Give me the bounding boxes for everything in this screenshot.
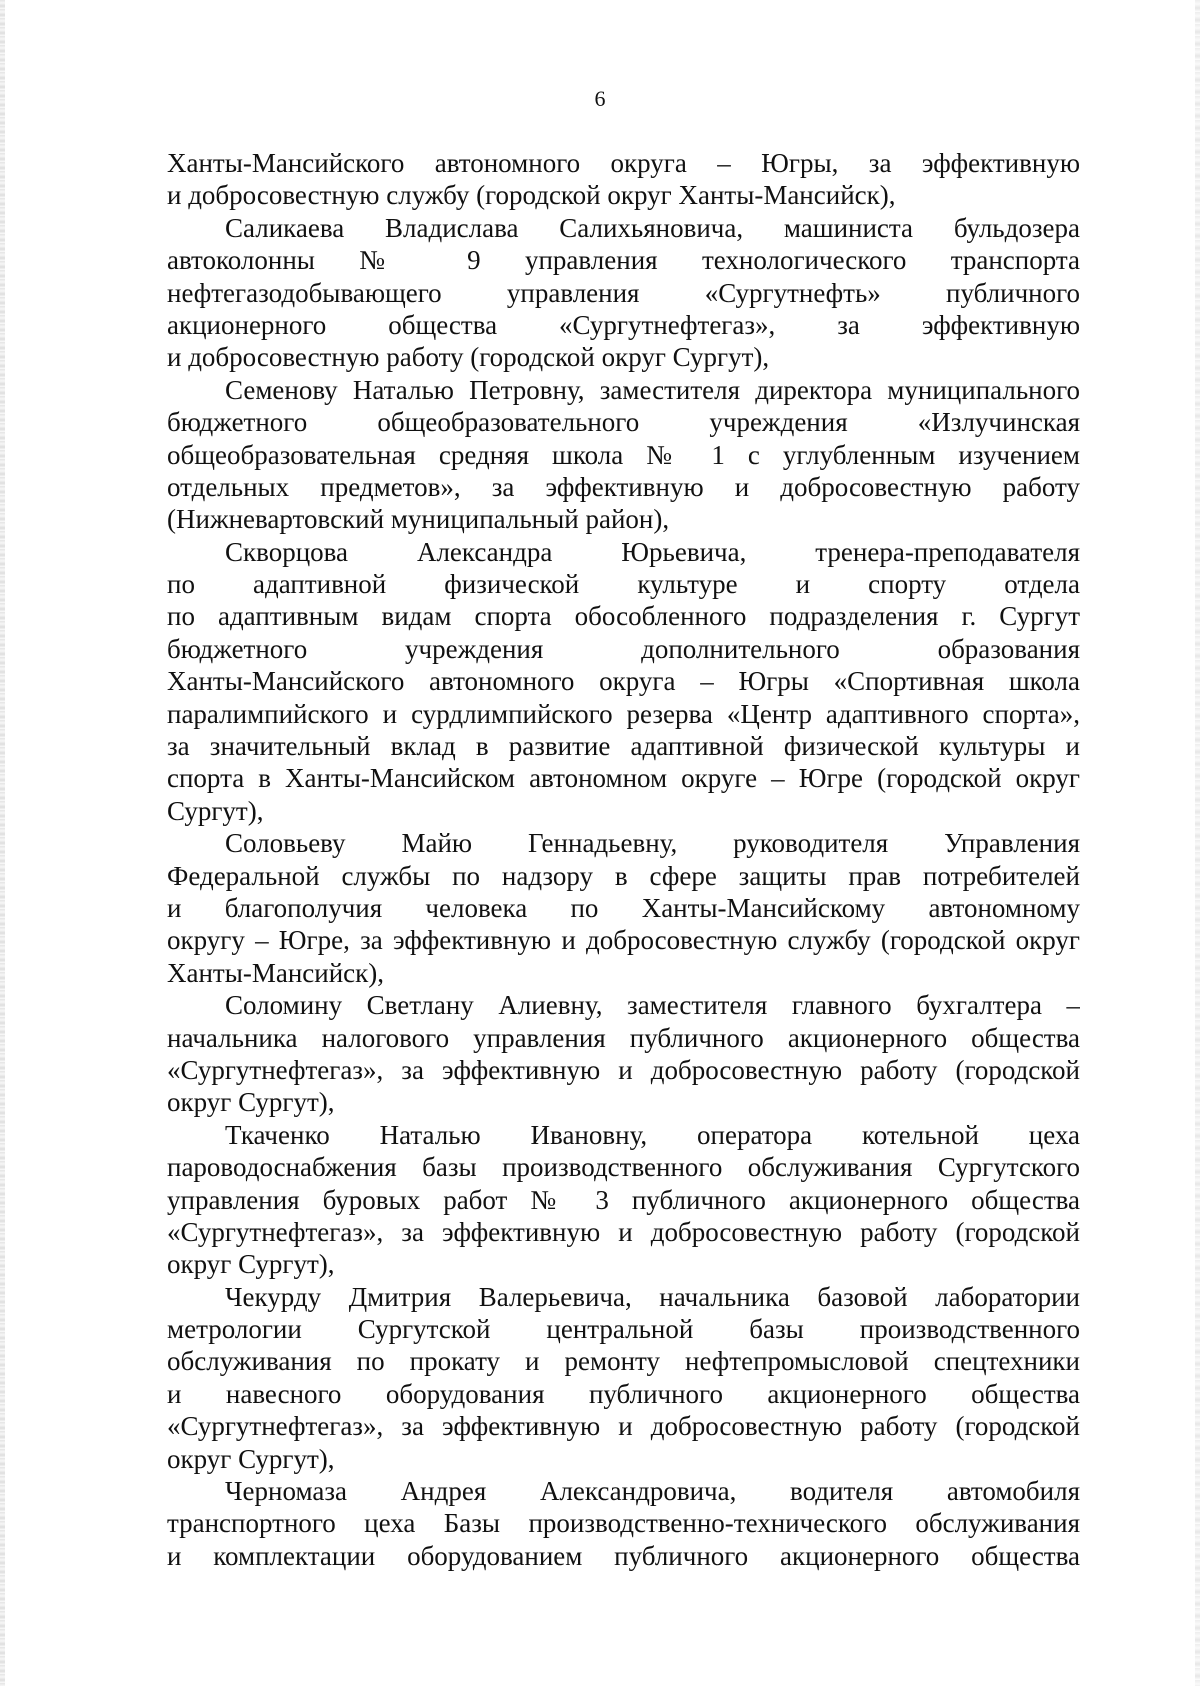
text-line: и комплектации оборудованием публичного акционерного общества — [167, 1540, 1080, 1571]
text-line: бюджетного учреждения дополнительного образования — [167, 633, 1080, 664]
paragraph-first-line: Ткаченко Наталью Ивановну, оператора котельной цеха — [225, 1119, 1080, 1150]
paragraph-first-line: Чекурду Дмитрия Валерьевича, начальника базовой лаборатории — [225, 1281, 1080, 1312]
text-line: транспортного цеха Базы производственно-технического обслуживания — [167, 1508, 1080, 1539]
text-line: округ Сургут), — [167, 1087, 335, 1118]
text-line: Федеральной службы по надзору в сфере защиты прав потребителей — [167, 860, 1080, 891]
text-line: и навесного оборудования публичного акционерного общества — [167, 1378, 1080, 1409]
text-line: округ Сургут), — [167, 1443, 335, 1474]
text-line: «Сургутнефтегаз», за эффективную и добросовестную работу (городской — [167, 1216, 1080, 1247]
paragraph-first-line: Соломину Светлану Алиевну, заместителя главного бухгалтера – — [225, 990, 1080, 1021]
text-line: начальника налогового управления публичного акционерного общества — [167, 1022, 1080, 1053]
text-line: Ханты-Мансийск), — [167, 957, 385, 988]
text-line: и добросовестную работу (городской округ Сургут), — [167, 342, 770, 373]
text-line: округу – Югре, за эффективную и добросовестную службу (городской округ — [167, 925, 1080, 956]
text-line: округ Сургут), — [167, 1249, 335, 1280]
text-line: общеобразовательная средняя школа № 1 с углубленным изучением — [167, 439, 1080, 470]
text-line: Сургут), — [167, 795, 264, 826]
text-line: паралимпийского и сурдлимпийского резерва «Центр адаптивного спорта», — [167, 698, 1080, 729]
paragraph-first-line: Черномаза Андрея Александровича, водителя автомобиля — [225, 1476, 1080, 1507]
paragraph-first-line: Соловьеву Майю Геннадьевну, руководителя Управления — [225, 828, 1080, 859]
text-line: по адаптивной физической культуре и спорту отдела — [167, 569, 1080, 600]
text-line: по адаптивным видам спорта обособленного подразделения г. Сургут — [167, 601, 1080, 632]
text-line: метрологии Сургутской центральной базы производственного — [167, 1314, 1080, 1345]
text-line: (Нижневартовский муниципальный район), — [167, 504, 670, 535]
text-line: акционерного общества «Сургутнефтегаз», за эффективную — [167, 309, 1080, 340]
text-line: спорта в Ханты-Мансийском автономном округе – Югре (городской округ — [167, 763, 1080, 794]
page-number: 6 — [594, 86, 606, 111]
text-line: нефтегазодобывающего управления «Сургутнефть» публичного — [167, 277, 1080, 308]
paragraph-first-line: Семенову Наталью Петровну, заместителя директора муниципального — [225, 374, 1080, 405]
text-line: за значительный вклад в развитие адаптивной физической культуры и — [167, 731, 1080, 762]
scan-edge-left — [0, 0, 5, 1686]
document-body — [167, 147, 1080, 1572]
text-line: «Сургутнефтегаз», за эффективную и добросовестную работу (городской — [167, 1054, 1080, 1085]
text-line: и благополучия человека по Ханты-Мансийскому автономному — [167, 892, 1080, 923]
paragraph-first-line: Саликаева Владислава Салихьяновича, машиниста бульдозера — [225, 212, 1080, 243]
text-line: Ханты-Мансийского автономного округа – Югры «Спортивная школа — [167, 666, 1080, 697]
paragraph-first-line: Скворцова Александра Юрьевича, тренера-преподавателя — [225, 536, 1080, 567]
text-line: отдельных предметов», за эффективную и добросовестную работу — [167, 471, 1080, 502]
text-line: Ханты-Мансийского автономного округа – Югры, за эффективную — [167, 148, 1080, 178]
text-line: «Сургутнефтегаз», за эффективную и добросовестную работу (городской — [167, 1411, 1080, 1442]
text-line: управления буровых работ № 3 публичного акционерного общества — [167, 1184, 1080, 1215]
text-line: автоколонны № 9 управления технологического транспорта — [167, 245, 1080, 276]
text-line: бюджетного общеобразовательного учреждения «Излучинская — [167, 407, 1080, 438]
text-line: и добросовестную службу (городской округ Ханты-Мансийск), — [167, 180, 896, 211]
text-line: пароводоснабжения базы производственного обслуживания Сургутского — [167, 1152, 1080, 1183]
text-line: обслуживания по прокату и ремонту нефтепромысловой спецтехники — [167, 1346, 1080, 1377]
scan-edge-right — [1195, 0, 1200, 1686]
